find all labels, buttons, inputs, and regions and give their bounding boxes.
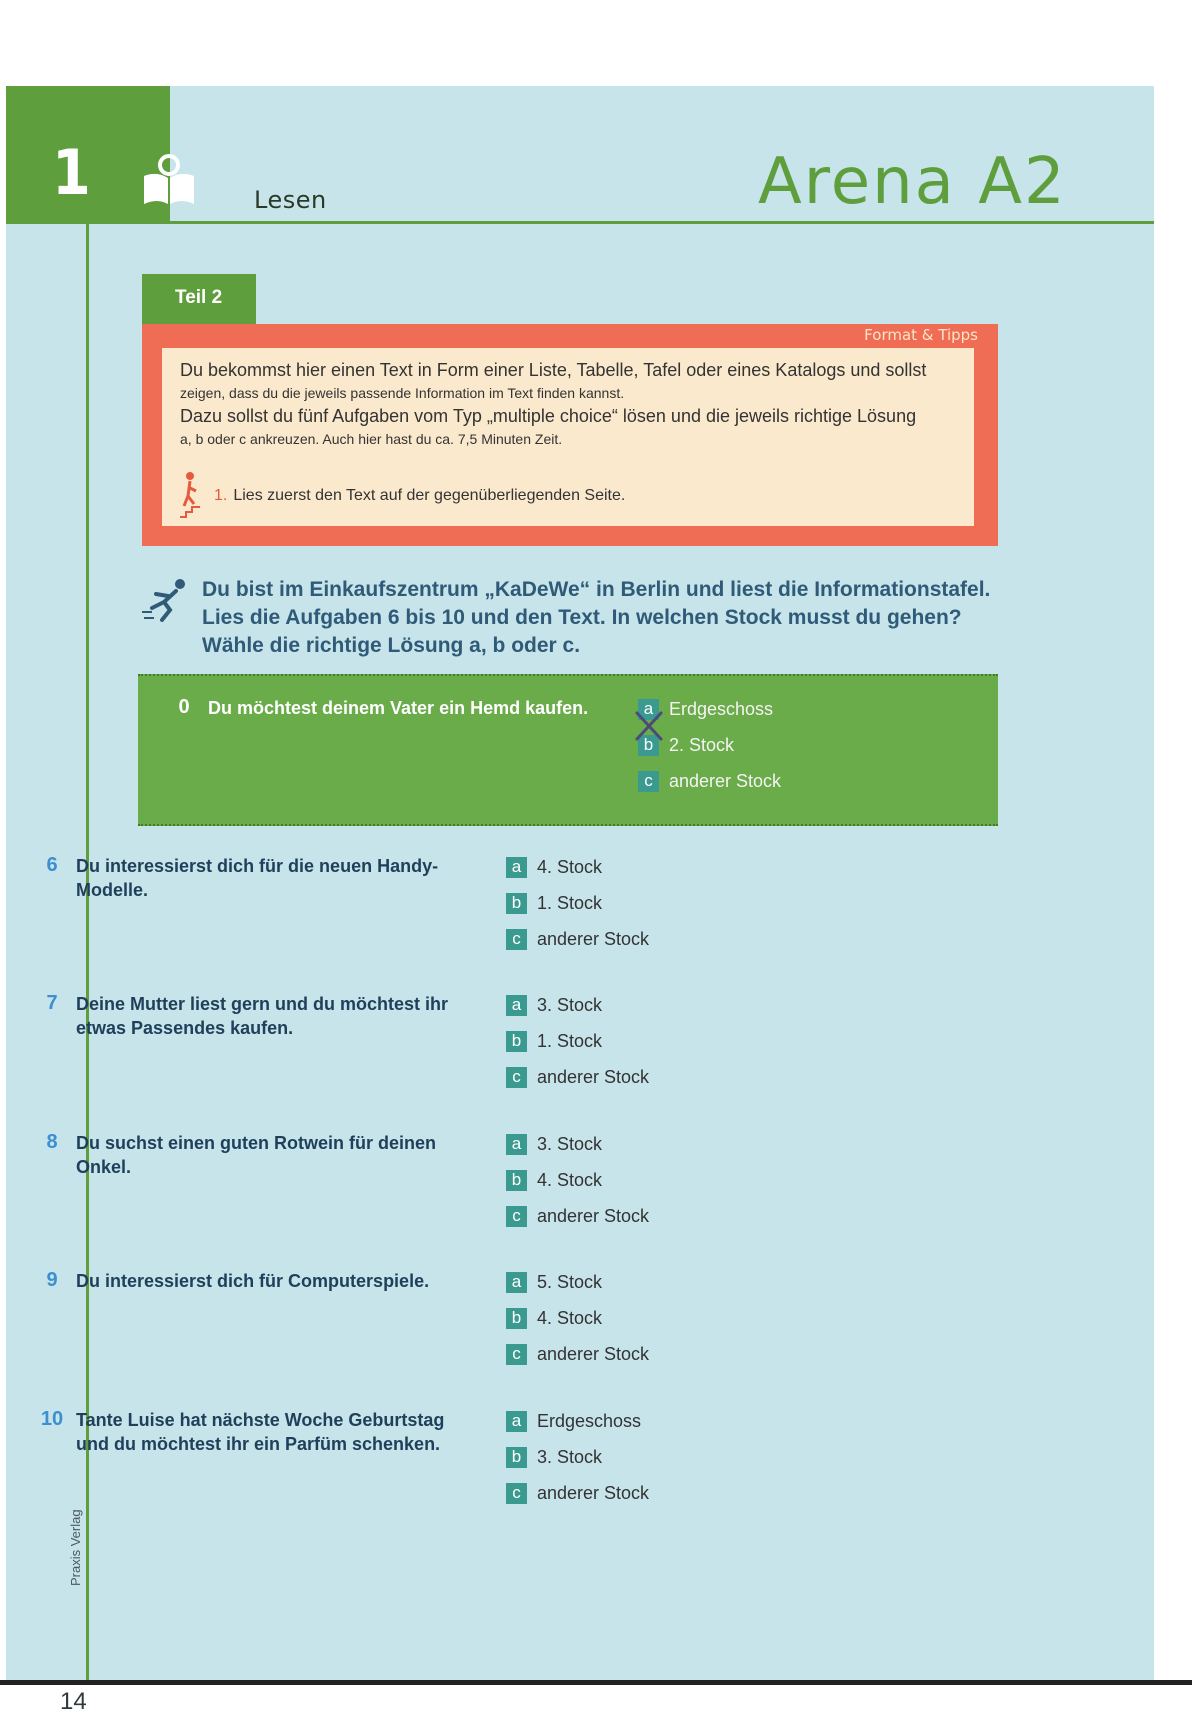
option-letter: b [506, 1447, 527, 1468]
example-question-box [138, 674, 998, 826]
option-text: 4. Stock [537, 1169, 603, 1190]
answer-option-b[interactable] [506, 1167, 602, 1193]
question-text: Du interessierst dich für die neuen Handy-Modelle. [76, 856, 439, 900]
instruction-line: Lies die Aufgaben 6 bis 10 und den Text. In welchen Stock musst du gehen? [202, 606, 962, 629]
option-text: Erdgeschoss [669, 698, 774, 719]
option-letter: a [506, 857, 527, 878]
tips-line: Dazu sollst du fünf Aufgaben vom Typ „multiple choice“ lösen und die jeweils richtige Lösung [180, 406, 917, 426]
option-letter: a [638, 699, 659, 720]
tip-step [178, 470, 625, 518]
option-text: anderer Stock [537, 1482, 650, 1503]
question-number: 0 [178, 696, 190, 718]
margin-rule [86, 221, 89, 1685]
answer-option-a[interactable] [506, 1408, 641, 1434]
instruction-line: Wähle die richtige Lösung a, b oder c. [202, 634, 581, 657]
reading-book-icon [140, 152, 198, 208]
answer-option-a[interactable] [506, 1269, 602, 1295]
answer-option-c[interactable] [506, 1203, 649, 1229]
option-letter: a [506, 1411, 527, 1432]
question-text: Deine Mutter liest gern und du möchtest ihr etwas Passendes kaufen. [76, 994, 449, 1038]
running-person-icon [140, 576, 190, 624]
chapter-box [6, 86, 170, 221]
answer-option-c[interactable] [506, 926, 649, 952]
task-instructions [202, 576, 1022, 660]
question-number: 7 [46, 992, 58, 1014]
question-text: Du möchtest deinem Vater ein Hemd kaufen. [208, 698, 589, 718]
question-number: 8 [46, 1131, 58, 1153]
option-text: 2. Stock [669, 734, 735, 755]
option-letter: b [638, 735, 659, 756]
answer-option-a[interactable] [506, 992, 602, 1018]
question-text: Du interessierst dich für Computerspiele. [76, 1271, 430, 1291]
option-text: 3. Stock [537, 1133, 603, 1154]
answer-option-a[interactable] [506, 1131, 602, 1157]
option-letter: a [506, 1272, 527, 1293]
option-letter: a [506, 995, 527, 1016]
question-number: 10 [40, 1408, 64, 1430]
option-letter: c [506, 1344, 527, 1365]
tip-step-number: 1. [214, 487, 228, 504]
answer-option-b[interactable] [506, 1444, 602, 1470]
question-text: Du suchst einen guten Rotwein für deinen Onkel. [76, 1133, 437, 1177]
tips-line: zeigen, dass du die jeweils passende Information im Text finden kannst. [180, 385, 625, 401]
option-text: 5. Stock [537, 1271, 603, 1292]
answer-option-b[interactable] [506, 1028, 602, 1054]
page-number: 14 [60, 1688, 87, 1715]
answer-option-b[interactable] [506, 1305, 602, 1331]
answer-option-b[interactable] [506, 890, 602, 916]
chapter-number: 1 [52, 136, 91, 209]
tips-content [162, 348, 974, 526]
option-letter: c [506, 1483, 527, 1504]
question-text: Tante Luise hat nächste Woche Geburtstag und du möchtest ihr ein Parfüm schenken. [76, 1410, 445, 1454]
publisher-label: Praxis Verlag [68, 1509, 83, 1586]
workbook-page [6, 86, 1154, 1715]
option-text: anderer Stock [669, 770, 782, 791]
answer-option-c[interactable] [506, 1064, 649, 1090]
question-number: 9 [46, 1269, 58, 1291]
option-text: 1. Stock [537, 892, 603, 913]
header-rule [6, 221, 1154, 224]
scan-bottom-edge [0, 1680, 1192, 1685]
option-letter: c [638, 771, 659, 792]
answer-cross-mark [634, 710, 664, 742]
tip-step-text: Lies zuerst den Text auf der gegenüberliegenden Seite. [233, 487, 626, 504]
option-text: 4. Stock [537, 856, 603, 877]
tips-line: Du bekommst hier einen Text in Form einer Liste, Tabelle, Tafel oder eines Katalogs und sollst [180, 360, 927, 380]
tips-line: a, b oder c ankreuzen. Auch hier hast du ca. 7,5 Minuten Zeit. [180, 431, 563, 447]
answer-option-a[interactable] [506, 854, 602, 880]
option-letter: c [506, 929, 527, 950]
option-text: 1. Stock [537, 1030, 603, 1051]
stairs-person-icon [178, 470, 208, 518]
instruction-line: Du bist im Einkaufszentrum „KaDeWe“ in Berlin und liest die Informationstafel. [202, 578, 991, 601]
option-letter: c [506, 1067, 527, 1088]
option-letter: a [506, 1134, 527, 1155]
question-number: 6 [46, 854, 58, 876]
brand-title: Arena A2 [758, 145, 1067, 219]
option-letter: b [506, 1308, 527, 1329]
option-text: 3. Stock [537, 994, 603, 1015]
option-text: anderer Stock [537, 928, 650, 949]
option-text: Erdgeschoss [537, 1410, 642, 1431]
teil-tab: Teil 2 [142, 274, 256, 324]
section-label: Lesen [254, 186, 327, 214]
option-text: anderer Stock [537, 1205, 650, 1226]
option-letter: b [506, 893, 527, 914]
option-letter: b [506, 1031, 527, 1052]
option-letter: c [506, 1206, 527, 1227]
option-text: anderer Stock [537, 1343, 650, 1364]
answer-option-c[interactable] [506, 1480, 649, 1506]
format-tips-box [142, 324, 998, 546]
option-letter: b [506, 1170, 527, 1191]
answer-option-c[interactable] [638, 768, 781, 794]
format-tips-label: Format & Tipps [864, 326, 978, 344]
option-text: anderer Stock [537, 1066, 650, 1087]
option-text: 4. Stock [537, 1307, 603, 1328]
option-text: 3. Stock [537, 1446, 603, 1467]
answer-option-c[interactable] [506, 1341, 649, 1367]
